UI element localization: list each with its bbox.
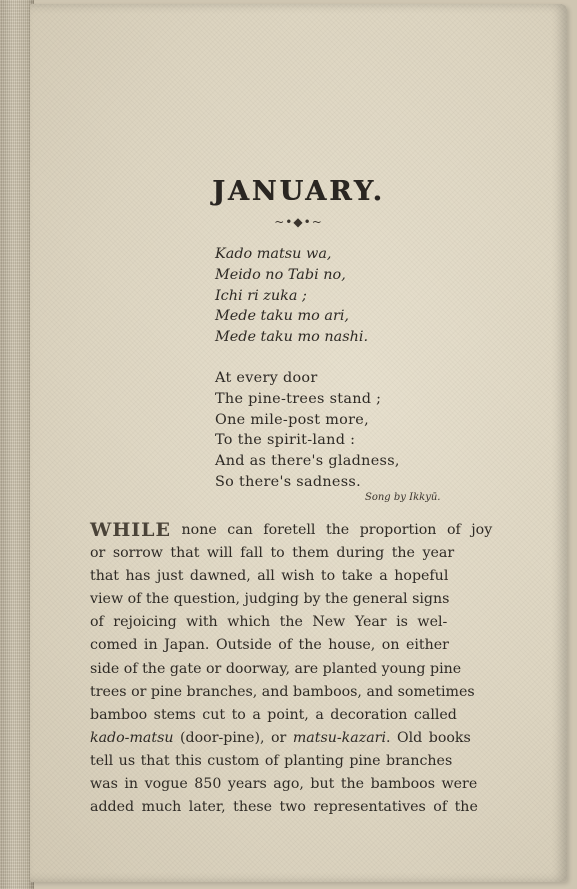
- verse-line: And as there's gladness,: [215, 453, 400, 470]
- line-text: view of the question, judging by the general signs: [90, 591, 450, 608]
- paragraph-line: [90, 704, 526, 727]
- paragraph-line: [90, 750, 526, 773]
- verse-line: At every door: [215, 370, 318, 386]
- book-page: [30, 4, 567, 882]
- paragraph-line: [90, 611, 526, 634]
- verse-line: To the spirit-land :: [215, 432, 356, 449]
- english-verse: [215, 368, 400, 493]
- line-text: [90, 727, 471, 750]
- drop-cap: WHILE: [90, 519, 172, 541]
- verse-line: Kado matsu wa,: [215, 246, 332, 262]
- verse-line: Ichi ri zuka ;: [215, 287, 307, 304]
- line-text: . Old books: [385, 729, 471, 746]
- song-attribution: Song by Ikkyū.: [365, 492, 441, 503]
- verse-line: The pine-trees stand ;: [215, 390, 382, 407]
- paragraph-line: [90, 727, 526, 750]
- page-title: JANUARY.: [212, 176, 385, 207]
- line-text: bamboo stems cut to a point, a decoration called: [90, 706, 457, 723]
- line-text: that has just dawned, all wish to take a hopeful: [90, 568, 449, 585]
- paragraph-line: [90, 773, 526, 796]
- japanese-verse: [215, 244, 368, 348]
- italic-term: kado-matsu: [90, 729, 174, 746]
- line-text: or sorrow that will fall to them during the year: [90, 545, 455, 562]
- verse-line: Mede taku mo nashi.: [215, 329, 369, 346]
- paragraph-line: [90, 681, 526, 704]
- body-paragraph: [90, 519, 526, 819]
- verse-line: One mile-post more,: [215, 411, 369, 428]
- line-text: trees or pine branches, and bamboos, and sometimes: [90, 683, 475, 700]
- paragraph-line: [90, 565, 526, 588]
- line-text: was in vogue 850 years ago, but the bamboos were: [90, 776, 478, 793]
- paragraph-line: [90, 634, 526, 657]
- italic-term: matsu-kazari: [292, 729, 386, 746]
- verse-line: So there's sadness.: [215, 473, 361, 490]
- paragraph-line: [90, 796, 526, 819]
- title-ornament: ~•◆•~: [274, 215, 323, 229]
- book-spine: [0, 0, 34, 889]
- line-text: comed in Japan. Outside of the house, on either: [90, 637, 449, 654]
- paragraph-line: [90, 658, 526, 681]
- line-text: tell us that this custom of planting pine branches: [90, 752, 453, 769]
- line-text: none can foretell the proportion of joy: [171, 522, 493, 538]
- line-text: side of the gate or doorway, are planted young pine: [90, 660, 462, 677]
- paragraph-line: [90, 588, 526, 611]
- line-text: of rejoicing with which the New Year is wel-: [90, 614, 448, 631]
- paragraph-line: [90, 519, 526, 542]
- line-text: (door-pine), or: [173, 729, 293, 746]
- verse-line: Meido no Tabi no,: [215, 266, 346, 283]
- line-text: added much later, these two representatives of the: [90, 799, 478, 816]
- paragraph-line: [90, 542, 526, 565]
- verse-line: Mede taku mo ari,: [215, 308, 349, 325]
